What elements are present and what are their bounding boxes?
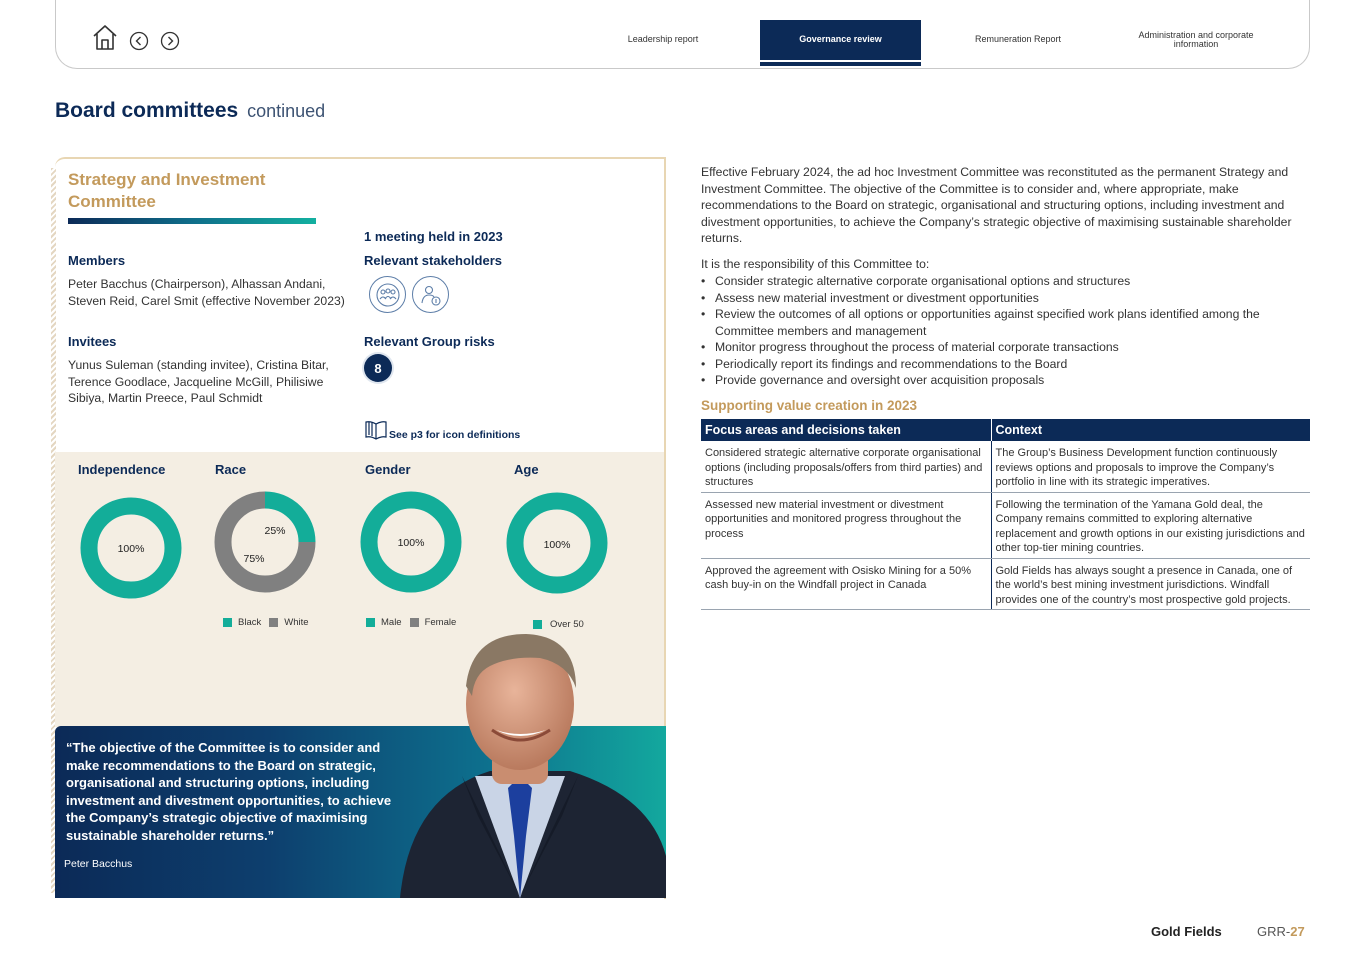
title-gradient-bar [68,218,316,224]
gender-donut [360,491,462,593]
footer-brand: Gold Fields [1151,924,1222,939]
book-icon [364,420,388,445]
chairperson-portrait [380,626,666,898]
responsibility-intro: It is the responsibility of this Committee to: [701,257,930,271]
table-cell: The Group’s Business Development function continuously reviews options and proposals to improve the Company’s portfolio in line with its strategic imperatives. [991,441,1310,492]
invitees-label: Invitees [68,334,117,349]
stakeholders-label: Relevant stakeholders [364,253,503,268]
home-icon[interactable] [92,23,118,56]
header-context: Context [991,419,1310,441]
responsibility-list [701,273,1310,389]
legend-male: Male [381,617,402,628]
tab-leadership-report[interactable]: Leadership report [627,34,699,45]
list-item: • Consider strategic alternative corporate organisational options and structures [701,273,1310,290]
risks-label: Relevant Group risks [364,334,495,349]
top-navigation [55,0,1310,69]
tab-remuneration-report[interactable]: Remuneration Report [974,34,1062,45]
committee-title: Strategy and Investment Committee [68,170,266,211]
page-number [1257,924,1305,939]
list-item: • Provide governance and oversight over acquisition proposals [701,372,1310,389]
legend-black: Black [238,617,262,628]
tab-governance-review[interactable]: Governance review [760,20,921,60]
table-header-row [701,419,1310,441]
legend-female: Female [424,617,457,628]
table-cell: Following the termination of the Yamana Gold deal, the Company remains committed to exploring alternative replacement and growth options in our existing jurisdictions and other top-tier mining countries. [991,492,1310,558]
quote-text: “The objective of the Committee is to consider and make recommendations to the Board on strategic, organisational and structuring options, including investment and divestment opportunities, to achieve the Company’s strategic objective of maximising sustainable shareholder returns.” [66,740,392,843]
list-item: • Review the outcomes of all options or opportunities against specified work plans identified among the Committee members and management [701,306,1310,339]
independence-donut [80,497,182,599]
focus-areas-table [701,419,1310,610]
page-number-value: 27 [1290,924,1305,939]
race-title: Race [215,462,247,477]
age-title: Age [514,462,539,477]
intro-paragraph: Effective February 2024, the ad hoc Investment Committee was reconstituted as the permanent Strategy and Investment Committee. The objective of the Committee is to consider and, where appropriate, make recommendations to the Board on strategic, organisational and structuring options, including investment and divestment opportunities, to achieve the Company’s strategic objective of maximising sustainable shareholder returns. [701,165,1292,245]
members-text: Peter Bacchus (Chairperson), Alhassan Andani, Steven Reid, Carel Smit (effective November 2023) [68,277,345,308]
table-cell: Assessed new material investment or divestment opportunities and monitored progress throughout the process [701,492,991,558]
independence-value-label: 100% [117,543,145,555]
legend-white: White [284,617,309,628]
members-label: Members [68,253,126,268]
page-prefix: GRR- [1257,924,1291,939]
race-black-label: 25% [264,525,286,537]
page-title-suffix: continued [247,101,326,121]
meetings-count: 1 meeting held in 2023 [364,229,503,244]
page-title-main: Board committees [55,99,239,122]
legend-swatch-male [366,618,375,627]
table-row [701,492,1310,558]
table-row [701,441,1310,492]
forward-arrow-icon[interactable] [160,31,180,56]
age-donut [506,492,608,594]
back-arrow-icon[interactable] [129,31,149,56]
risk-badge: 8 [364,354,392,382]
legend-swatch-black [223,618,232,627]
race-donut [214,491,316,593]
table-row [701,558,1310,610]
gender-value-label: 100% [397,537,425,549]
gender-title: Gender [365,462,411,477]
legend-over-50: Over 50 [550,619,584,630]
table-cell: Gold Fields has always sought a presence in Canada, one of the world’s best mining investment jurisdictions. Windfall provides one of the country’s most prospective gold projects. [991,558,1310,610]
stakeholder-investor-icon [412,276,449,313]
race-legend [223,617,317,628]
table-heading: Supporting value creation in 2023 [701,398,918,413]
legend-swatch-white [269,618,278,627]
page-title [55,99,325,123]
list-item: • Assess new material investment or divestment opportunities [701,290,1310,307]
table-cell: Approved the agreement with Osisko Mining for a 50% cash buy-in on the Windfall project in Canada [701,558,991,610]
quote-author: Peter Bacchus [64,858,133,870]
tab-administration[interactable]: Administration and corporate information [1138,29,1254,49]
header-focus-areas: Focus areas and decisions taken [701,419,991,441]
age-value-label: 100% [543,539,571,551]
list-item: • Monitor progress throughout the process of material corporate transactions [701,339,1310,356]
race-white-label: 75% [243,553,265,565]
table-cell: Considered strategic alternative corporate organisational options (including proposals/offers from third parties) and structures [701,441,991,492]
independence-title: Independence [78,462,166,477]
icon-definitions-link[interactable]: See p3 for icon definitions [389,429,521,441]
stakeholder-group-icon [369,276,406,313]
list-item: • Periodically report its findings and recommendations to the Board [701,356,1310,373]
invitees-text: Yunus Suleman (standing invitee), Cristina Bitar, Terence Goodlace, Jacqueline McGill, Philisiwe Sibiya, Martin Preece, Paul Schmidt [68,358,329,405]
